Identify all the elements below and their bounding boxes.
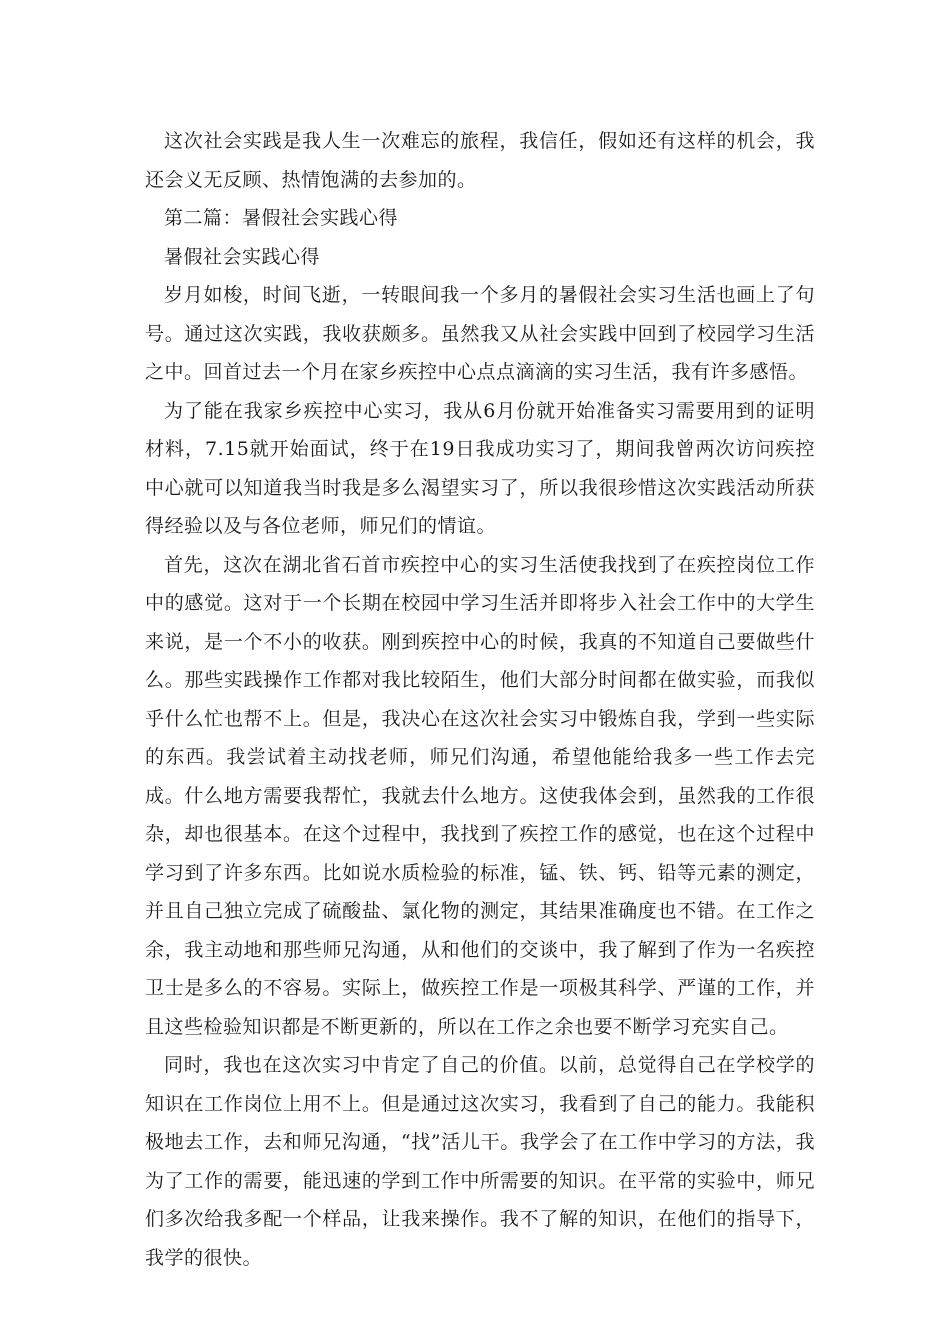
paragraph-preparation: 为了能在我家乡疾控中心实习，我从6月份就开始准备实习需要用到的证明材料，7.15就开始面试，终于在19日我成功实习了，期间我曾两次访问疾控中心就可以知道我当时我是多么渴望实习了，所以我很珍惜这次实践活动所获得经验以及与各位老师，师兄们的情谊。 [145, 399, 815, 537]
section-heading: 第二篇：暑假社会实践心得 [164, 207, 399, 229]
article-title: 暑假社会实践心得 [164, 245, 321, 268]
document-body [145, 122, 815, 1277]
paragraph-closing: 这次社会实践是我人生一次难忘的旅程，我信任，假如还有这样的机会，我还会义无反顾、热情饱满的去参加的。 [145, 130, 815, 191]
paragraph-first: 首先，这次在湖北省石首市疾控中心的实习生活使我找到了在疾控岗位工作中的感觉。这对于一个长期在校园中学习生活并即将步入社会工作中的大学生来说，是一个不小的收获。刚到疾控中心的时候，我真的不知道自己要做些什么。那些实践操作工作都对我比较陌生，他们大部分时间都在做实验，而我似乎什么忙也帮不上。但是，我决心在这次社会实习中锻炼自我，学到一些实际的东西。我尝试着主动找老师，师兄们沟通，希望他能给我多一些工作去完成。什么地方需要我帮忙，我就去什么地方。这使我体会到，虽然我的工作很杂，却也很基本。在这个过程中，我找到了疾控工作的感觉，也在这个过程中学习到了许多东西。比如说水质检验的标准，锰、铁、钙、铅等元素的测定，并且自己独立完成了硫酸盐、氯化物的测定，其结果准确度也不错。在工作之余，我主动地和那些师兄沟通，从和他们的交谈中，我了解到了作为一名疾控卫士是多么的不容易。实际上，做疾控工作是一项极其科学、严谨的工作，并且这些检验知识都是不断更新的，所以在工作之余也要不断学习充实自己。 [145, 553, 815, 1038]
paragraph-second: 同时，我也在这次实习中肯定了自己的价值。以前，总觉得自己在学校学的知识在工作岗位上用不上。但是通过这次实习，我看到了自己的能力。我能积极地去工作，去和师兄沟通，“找”活儿干。我学会了在工作中学习的方法，我为了工作的需要，能迅速的学到工作中所需要的知识。在平常的实验中，师兄们多次给我多配一个样品，让我来操作。我不了解的知识，在他们的指导下，我学的很快。 [145, 1054, 815, 1269]
paragraph-intro: 岁月如梭，时间飞逝，一转眼间我一个多月的暑假社会实习生活也画上了句号。通过这次实践，我收获颇多。虽然我又从社会实践中回到了校园学习生活之中。回首过去一个月在家乡疾控中心点点滴滴的实习生活，我有许多感悟。 [145, 284, 815, 383]
